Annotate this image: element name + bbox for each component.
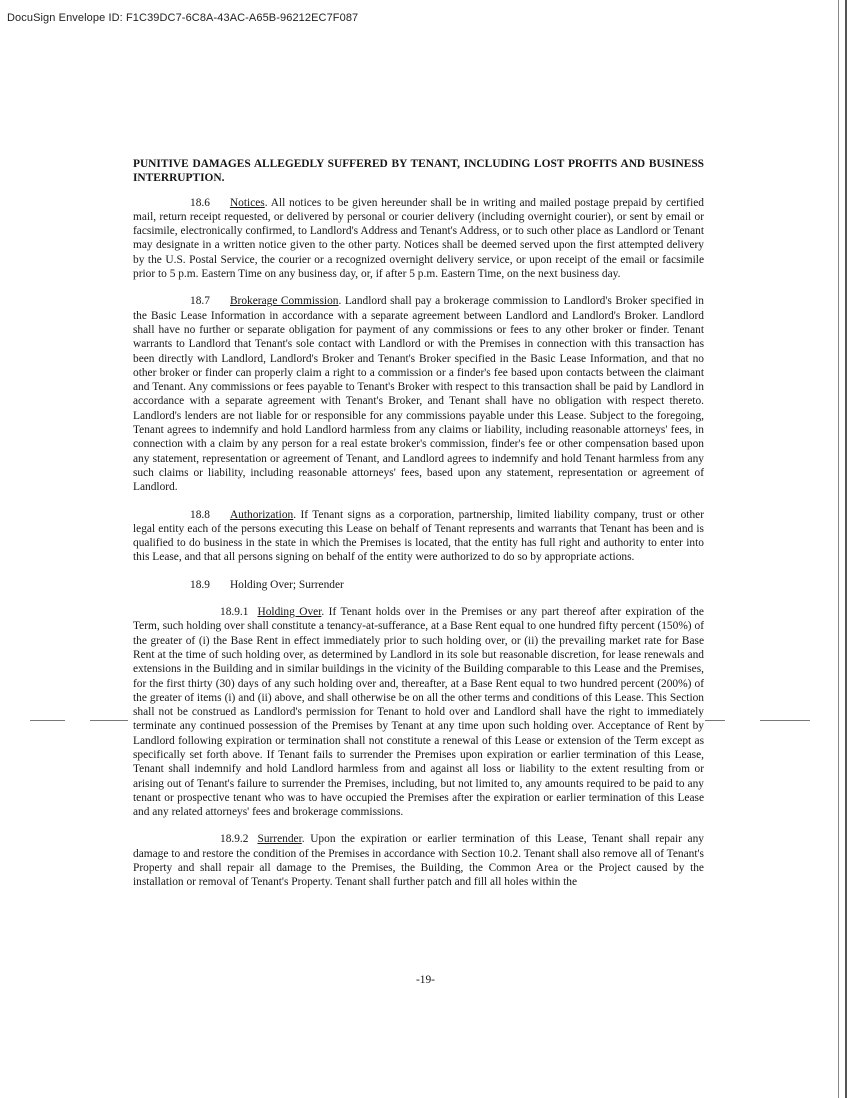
margin-rule-left xyxy=(30,720,65,721)
margin-rule-right xyxy=(705,720,725,721)
section-18-9-2 xyxy=(133,832,704,889)
section-18-9-1 xyxy=(133,605,704,819)
margin-rule-left-2 xyxy=(90,720,128,721)
section-18-6 xyxy=(133,196,704,282)
section-text: . All notices to be given hereunder shall be in writing and mailed postage prepaid by certified mail, return receipt requested, or delivered by personal or courier delivery (including overnight courier), or sent by email or facsimile, electronically confirmed, to Landlord's Address and Tenant's Address, or to such other place as Landlord or Tenant may designate in a written notice given to the other party. Notices shall be deemed served upon the first attempted delivery by the U.S. Postal Service, the courier or a recognized overnight delivery service, or upon receipt of the email or facsimile prior to 5 p.m. Eastern Time on any business day, or, if after 5 p.m. Eastern Time, on the next business day. xyxy=(133,196,704,281)
margin-rule-right-2 xyxy=(760,720,810,721)
section-number: 18.9 xyxy=(190,578,210,591)
section-title: Holding Over; Surrender xyxy=(229,578,344,591)
section-title: Brokerage Commission xyxy=(229,295,339,308)
envelope-id: DocuSign Envelope ID: F1C39DC7-6C8A-43AC-A65B-96212EC7F087 xyxy=(7,12,359,24)
page-edge-shadow xyxy=(845,0,847,1098)
page-edge-line xyxy=(838,0,839,1098)
section-18-8 xyxy=(133,508,704,565)
lease-page xyxy=(133,157,704,903)
section-text: . Upon the expiration or earlier termination of this Lease, Tenant shall repair any damage to and restore the condition of the Premises in accordance with Section 10.2. Tenant shall also remove all of Tenant's Property and shall repair all damage to the Premises, the Building, the Common Area or the Project caused by the installation or removal of Tenant's Property. Tenant shall further patch and fill all holes within the xyxy=(133,833,704,889)
section-title: Holding Over xyxy=(257,606,322,619)
section-text: . If Tenant signs as a corporation, partnership, limited liability company, trust or other legal entity each of the persons executing this Lease on behalf of Tenant represents and warrants that Tenant has been and is qualified to do business in the state in which the Premises is located, that the entity has full right and authority to enter into this Lease, and that all persons signing on behalf of the entity were authorized to do so by appropriate actions. xyxy=(133,508,704,564)
section-number: 18.6 xyxy=(190,196,210,209)
section-number: 18.8 xyxy=(190,508,210,521)
section-number: 18.7 xyxy=(190,295,210,308)
section-title: Authorization xyxy=(229,508,294,521)
section-number: 18.9.2 xyxy=(220,833,249,846)
section-text: . Landlord shall pay a brokerage commission to Landlord's Broker specified in the Basic Lease Information in accordance with a separate agreement between Landlord and Landlord's Broker. Landlord shall have no further or separate obligation for payment of any commissions or fees to any other broker or finder. Tenant warrants to Landlord that Tenant's sole contact with Landlord or with the Premises in connection with this transaction has been directly with Landlord, Landlord's Broker and Tenant's Broker specified in the Basic Lease Information, and that no other broker or finder can properly claim a right to a commission or a finder's fee based upon contacts between the claimant and Tenant. Any commissions or fees payable to Tenant's Broker with respect to this transaction shall be paid by Landlord in accordance with a separate agreement with Tenant's Broker, and Tenant shall have no obligation with respect thereto. Landlord's lenders are not liable for or responsible for any commissions payable under this Lease. Subject to the foregoing, Tenant agrees to indemnify and hold Landlord harmless from any claims or liability, including reasonable attorneys' fees, in connection with a claim by any person for a real estate broker's commission, finder's fee or other compensation based upon any statement, representation or agreement of Tenant, and Landlord agrees to indemnify and hold Tenant harmless from any such claims or liability, including reasonable attorneys' fees, based upon any statement, representation or agreement of Landlord. xyxy=(133,295,704,494)
section-text: . If Tenant holds over in the Premises or any part thereof after expiration of the Term, such holding over shall constitute a tenancy-at-sufferance, at a Base Rent equal to one hundred fifty percent (150%) of the greater of (i) the Base Rent in effect immediately prior to such holding over, or (ii) the prevailing market rate for Base Rent at the time of such holding over, as determined by Landlord in its sole but reasonable discretion, for lease renewals and extensions in the Building and in similar buildings in the vicinity of the Building comparable to this Lease and the Premises, for the first thirty (30) days of any such holding over and, thereafter, at a Base Rent equal to two hundred percent (200%) of the greater of items (i) and (ii) above, and shall otherwise be on all the other terms and conditions of this Lease. This Section shall not be construed as Landlord's permission for Tenant to hold over and Landlord shall have the right to immediately terminate any continued possession of the Premises by Tenant at any time upon such holding over. Acceptance of Rent by Landlord following expiration or termination shall not constitute a renewal of this Lease or extension of the Term except as specifically set forth above. If Tenant fails to surrender the Premises upon expiration or earlier termination of this Lease, Tenant shall indemnify and hold Landlord harmless from and against all loss or liability to the extent resulting from or arising out of Tenant's failure to surrender the Premises, including, but not limited to, any amounts required to be paid to any tenant or prospective tenant who was to have occupied the Premises after the expiration or earlier termination of this Lease and any related attorneys' fees and brokerage commissions. xyxy=(133,606,704,819)
section-title: Notices xyxy=(229,196,265,209)
section-title: Surrender xyxy=(257,833,302,846)
section-number: 18.9.1 xyxy=(220,606,249,619)
page-number: -19- xyxy=(416,974,435,986)
section-18-7 xyxy=(133,294,704,494)
section-heading: PUNITIVE DAMAGES ALLEGEDLY SUFFERED BY TENANT, INCLUDING LOST PROFITS AND BUSINESS INTERRUPTION. xyxy=(133,158,704,185)
section-18-9 xyxy=(133,578,704,592)
